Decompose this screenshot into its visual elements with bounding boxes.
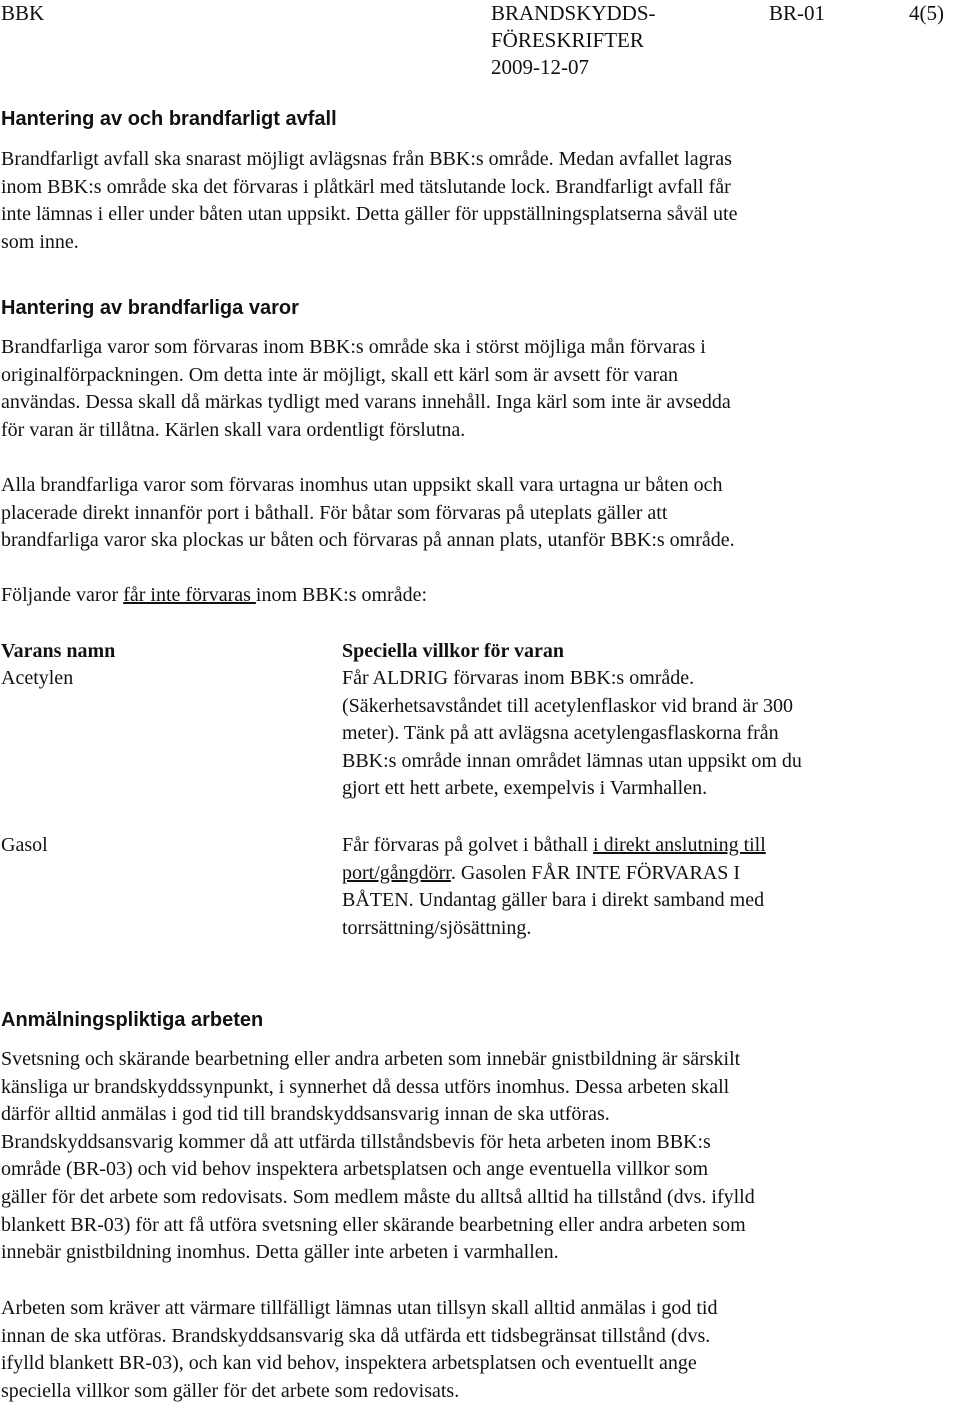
- table-row-gasol-name: Gasol: [1, 834, 48, 856]
- text-line: brandfarliga varor ska plockas ur båten och förvaras på annan plats, utanför BBK:s område.: [1, 529, 735, 552]
- gasol-cond-underlined-2: port/gångdörr: [342, 861, 451, 884]
- text-line: Svetsning och skärande bearbetning eller andra arbeten som innebär gnistbildning är särskilt: [1, 1048, 741, 1070]
- table-row-acetylen-conditions: [342, 665, 942, 803]
- text-line: innebär gnistbildning inomhus. Detta gäller inte arbeten i varmhallen.: [1, 1241, 559, 1264]
- text-line: känsliga ur brandskyddssynpunkt, i synnerhet då dessa utförs inomhus. Dessa arbeten skall: [1, 1075, 730, 1098]
- paragraph-heaters: [1, 1295, 956, 1405]
- text-line: Arbeten som kräver att värmare tillfälligt lämnas utan tillsyn skall alltid anmälas i god tid: [1, 1297, 718, 1319]
- text-line: Brandfarligt avfall ska snarast möjligt avlägsnas från BBK:s område. Medan avfallet lagras: [1, 148, 732, 170]
- text-line: (Säkerhetsavståndet till acetylenflaskor vid brand är 300: [342, 694, 793, 717]
- text-line: Får ALDRIG förvaras inom BBK:s område.: [342, 667, 695, 689]
- paragraph-goods-indoor: [1, 472, 956, 555]
- header-doc-code: BR-01: [769, 1, 826, 25]
- header-page-number: 4(5): [909, 1, 944, 25]
- text-line: användas. Dessa skall då märkas tydligt med varans innehåll. Inga kärl som inte är avsedda: [1, 391, 731, 414]
- forbidden-intro-emphasis: får inte förvaras: [123, 584, 256, 606]
- header-doc-title: [491, 0, 656, 81]
- text-line: ifylld blankett BR-03), och kan vid behov, inspektera arbetsplatsen och eventuellt ange: [1, 1352, 697, 1375]
- gasol-cond-underlined-1: i direkt anslutning till: [593, 834, 766, 856]
- heading-waste: Hantering av och brandfarligt avfall: [1, 108, 337, 130]
- table-header-conditions: Speciella villkor för varan: [342, 640, 565, 662]
- text-line: innan de ska utföras. Brandskyddsansvarig ska då utfärda ett tidsbegränsat tillstånd (dvs.: [1, 1324, 711, 1347]
- text-line: Alla brandfarliga varor som förvaras inomhus utan uppsikt skall vara urtagna ur båten och: [1, 474, 723, 496]
- header-doc-title-line2: FÖRESKRIFTER: [491, 28, 644, 52]
- text-line: för varan är tillåtna. Kärlen skall vara ordentligt förslutna.: [1, 418, 466, 441]
- text-line: torrsättning/sjösättning.: [342, 916, 532, 939]
- text-line: [342, 860, 942, 888]
- text-line: speciella villkor som gäller för det arbete som redovisats.: [1, 1379, 460, 1402]
- paragraph-forbidden-intro: [1, 582, 956, 610]
- text-line: blankett BR-03) för att få utföra svetsning eller skärande bearbetning eller andra arbeten som: [1, 1213, 746, 1236]
- text-line: originalförpackningen. Om detta inte är möjligt, skall ett kärl som är avsett för varan: [1, 363, 679, 386]
- table-row-acetylen-name: Acetylen: [1, 667, 74, 689]
- text-line: därför alltid anmälas i god tid till brandskyddsansvarig innan de ska utföras.: [1, 1103, 610, 1126]
- text-line: område (BR-03) och vid behov inspektera arbetsplatsen och ange eventuella villkor som: [1, 1158, 709, 1181]
- text-line: Brandfarliga varor som förvaras inom BBK:s område ska i störst möjliga mån förvaras i: [1, 336, 706, 358]
- text-line: Brandskyddsansvarig kommer då att utfärda tillståndsbevis för heta arbeten inom BBK:s: [1, 1130, 711, 1153]
- text-line: BBK:s område innan området lämnas utan uppsikt om du: [342, 749, 802, 772]
- table-row-gasol-conditions: [342, 832, 942, 942]
- text-line: meter). Tänk på att avlägsna acetylengasflaskorna från: [342, 722, 779, 745]
- paragraph-waste: [1, 146, 956, 256]
- header-doc-title-line1: BRANDSKYDDS-: [491, 1, 656, 25]
- gasol-cond-prefix: Får förvaras på golvet i båthall: [342, 834, 594, 856]
- text-line: BÅTEN. Undantag gäller bara i direkt samband med: [342, 889, 765, 912]
- table-header-name: Varans namn: [1, 640, 116, 662]
- text-line: som inne.: [1, 230, 79, 253]
- text-line: gjort ett hett arbete, exempelvis i Varmhallen.: [342, 777, 708, 800]
- forbidden-intro-suffix: inom BBK:s område:: [255, 584, 428, 606]
- forbidden-intro-prefix: Följande varor: [1, 584, 124, 606]
- header-doc-date: 2009-12-07: [491, 55, 589, 79]
- text-line: placerade direkt innanför port i båthall. För båtar som förvaras på uteplats gäller att: [1, 501, 668, 524]
- heading-flammable-goods: Hantering av brandfarliga varor: [1, 297, 299, 319]
- paragraph-goods-storage: [1, 334, 956, 444]
- text-line: inte lämnas i eller under båten utan uppsikt. Detta gäller för uppställningsplatserna såväl ute: [1, 203, 738, 226]
- heading-notifiable-works: Anmälningspliktiga arbeten: [1, 1009, 264, 1031]
- text-line: [342, 832, 942, 860]
- text-line: gäller för det arbete som redovisats. Som medlem måste du alltså alltid ha tillstånd (dvs. ifylld: [1, 1185, 755, 1208]
- gasol-cond-suffix: . Gasolen FÅR INTE FÖRVARAS I: [450, 861, 741, 884]
- header-org: BBK: [1, 1, 45, 25]
- paragraph-hot-work: [1, 1046, 956, 1267]
- text-line: inom BBK:s område ska det förvaras i plåtkärl med tätslutande lock. Brandfarligt avfall får: [1, 175, 731, 198]
